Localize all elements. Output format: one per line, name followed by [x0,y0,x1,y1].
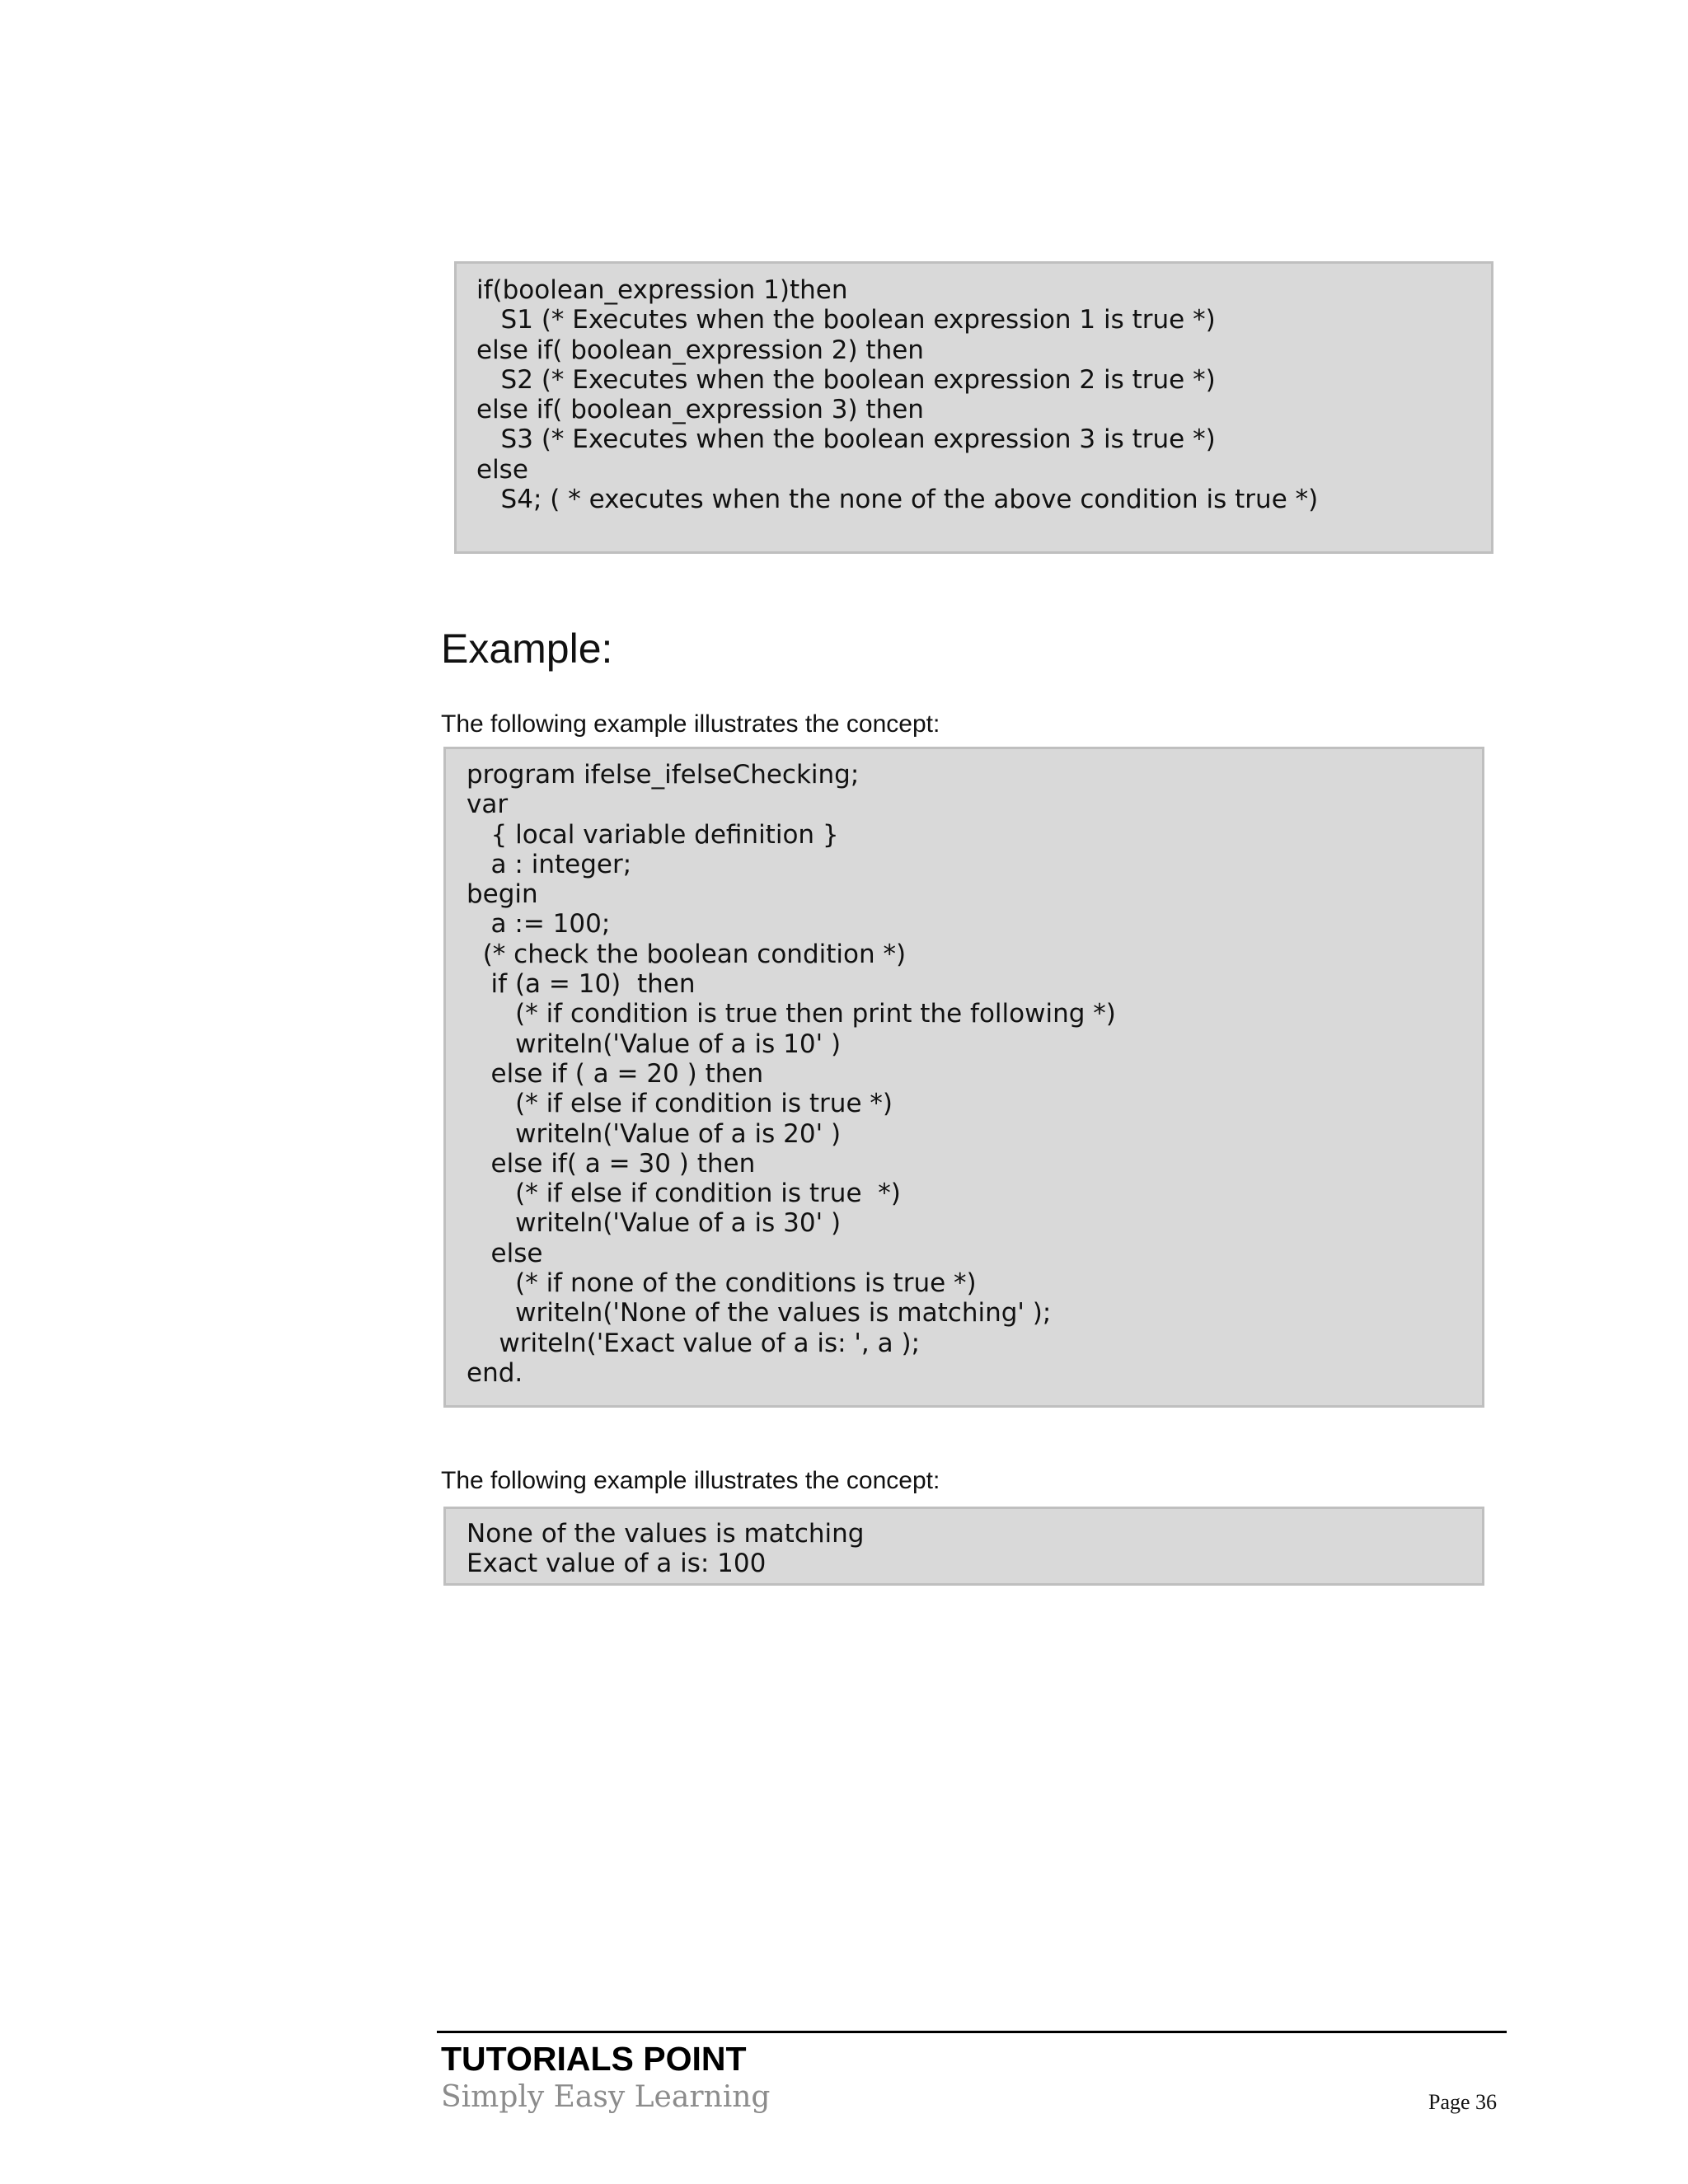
code-line: S3 (* Executes when the boolean expression 3 is true *) [476,424,1216,455]
code-line: (* if none of the conditions is true *) [467,1268,977,1299]
code-line: program ifelse_ifelseChecking; [467,760,860,790]
code-line: else if ( a = 20 ) then [467,1058,764,1089]
code-line: else if( boolean_expression 3) then [476,395,924,425]
code-line: else if( boolean_expression 2) then [476,335,924,365]
code-line: else [476,454,528,485]
code-line: (* check the boolean condition *) [467,939,907,969]
code-line: begin [467,879,538,910]
code-line: S2 (* Executes when the boolean expression 2 is true *) [476,364,1216,395]
code-line: S1 (* Executes when the boolean expression 1 is true *) [476,305,1216,335]
code-line: writeln('Value of a is 20' ) [467,1118,842,1149]
code-line: writeln('Exact value of a is: ', a ); [467,1328,921,1358]
syntax-code-block [454,261,1493,554]
code-line: { local variable definition } [467,819,839,850]
code-line: a := 100; [467,909,611,940]
footer-divider [437,2031,1507,2033]
code-line: if (a = 10) then [467,969,696,1000]
code-line: else if( a = 30 ) then [467,1148,756,1179]
code-line: (* if condition is true then print the following *) [467,999,1116,1029]
code-line: var [467,790,509,820]
footer-tagline: Simply Easy Learning [441,2080,771,2114]
output-code-block [443,1507,1484,1586]
output-intro-text: The following example illustrates the concept: [441,1467,940,1494]
code-line: S4; ( * executes when the none of the above condition is true *) [476,485,1319,515]
code-line: end. [467,1357,523,1388]
example-code-block [443,747,1484,1408]
code-line: Exact value of a is: 100 [467,1549,767,1579]
code-line: writeln('Value of a is 30' ) [467,1208,842,1239]
code-line: if(boolean_expression 1)then [476,275,848,305]
example-heading: Example: [441,626,613,672]
code-line: None of the values is matching [467,1519,865,1549]
code-line: a : integer; [467,849,632,879]
footer-brand: TUTORIALS POINT [441,2040,747,2078]
code-line: (* if else if condition is true *) [467,1179,901,1209]
code-line: writeln('Value of a is 10' ) [467,1029,842,1059]
example-intro-text: The following example illustrates the concept: [441,710,940,738]
code-line: (* if else if condition is true *) [467,1089,893,1119]
code-line: else [467,1238,543,1268]
page-number: Page 36 [1428,2090,1498,2114]
code-line: writeln('None of the values is matching' ); [467,1298,1052,1329]
